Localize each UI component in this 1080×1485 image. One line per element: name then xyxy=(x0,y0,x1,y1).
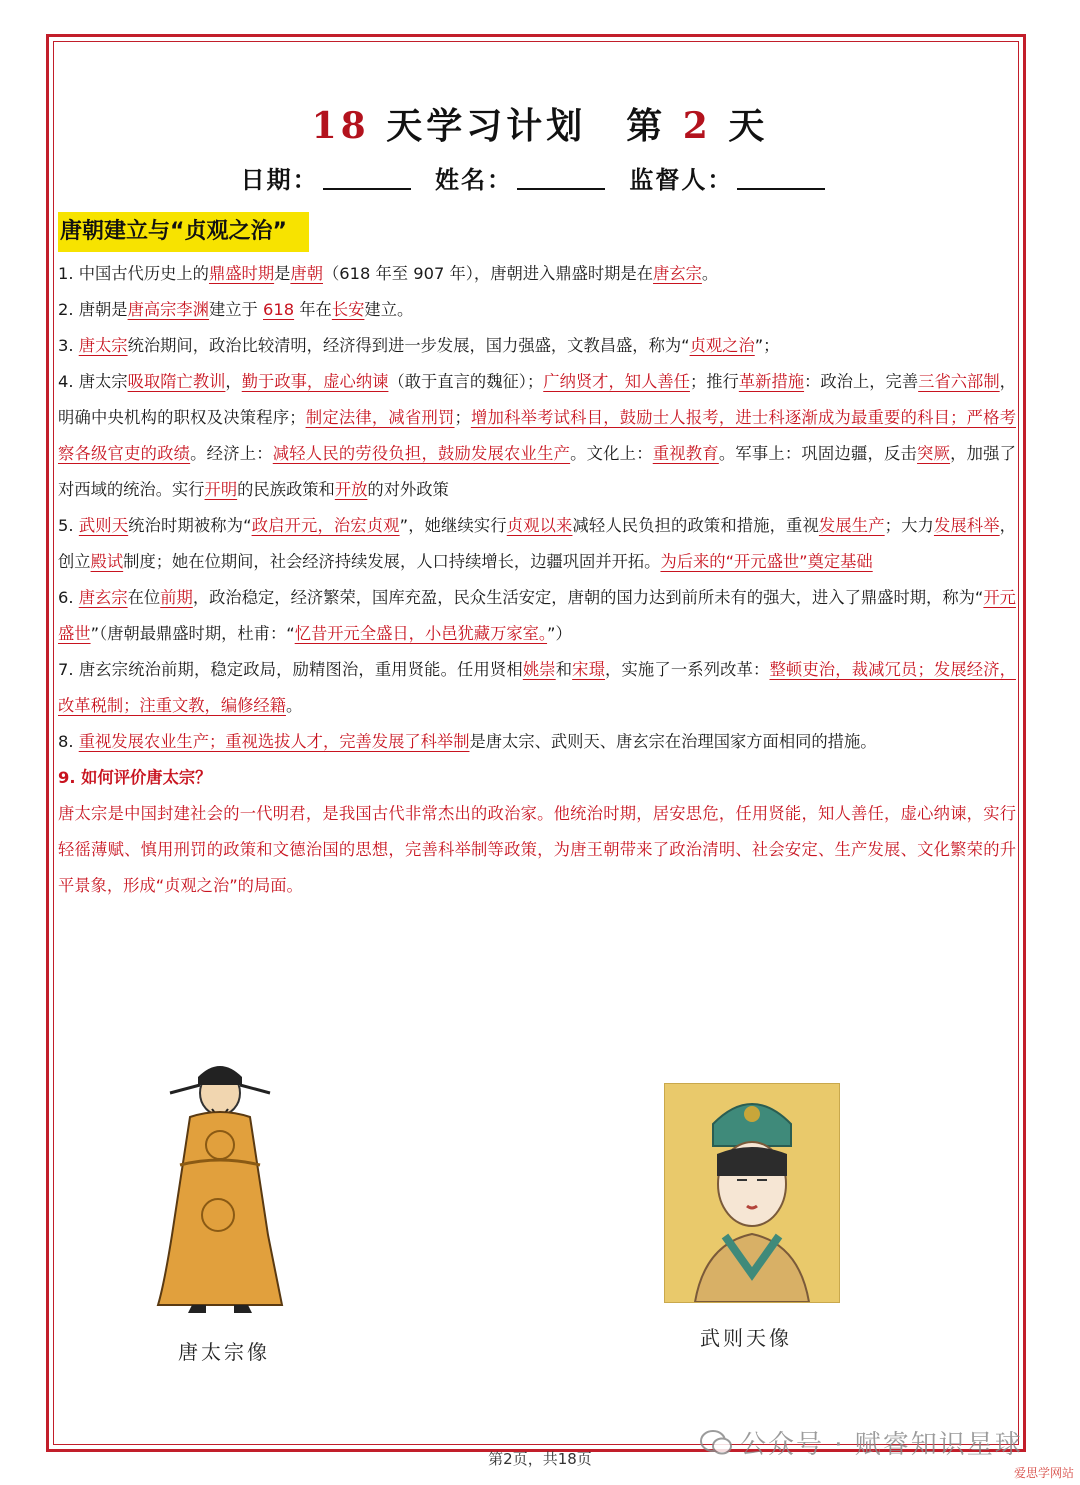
page-title xyxy=(0,98,1080,149)
title-day-suffix: 天 xyxy=(711,105,769,147)
point-5: 5. 武则天统治时期被称为“政启开元，治宏贞观”，她继续实行贞观以来减轻人民负担的政策和措施，重视发展生产；大力发展科举，创立殿试制度；她在位期间，社会经济持续发展，人口持续增长，边疆巩固并开拓。为后来的“开元盛世”奠定基础 xyxy=(58,516,1016,571)
point-3: 3. 唐太宗统治期间，政治比较清明，经济得到进一步发展，国力强盛，文教昌盛，称为“贞观之治”； xyxy=(58,336,780,355)
section-heading: 唐朝建立与“贞观之治” xyxy=(58,212,309,252)
point-7: 7. 唐玄宗统治前期，稳定政局，励精图治，重用贤能。任用贤相姚崇和宋璟，实施了一系列改革：整顿吏治，裁减冗员；发展经济，改革税制；注重文教，编修经籍。 xyxy=(58,660,1016,715)
point-6: 6. 唐玄宗在位前期，政治稳定，经济繁荣，国库充盈，民众生活安定，唐朝的国力达到前所未有的强大，进入了鼎盛时期，称为“开元盛世”（唐朝最鼎盛时期，杜甫：“忆昔开元全盛日，小邑犹藏万家室。”） xyxy=(58,588,1016,643)
caption-wu-zetian: 武则天像 xyxy=(700,1326,792,1350)
supervisor-blank[interactable] xyxy=(737,168,825,190)
name-label: 姓名： xyxy=(435,166,513,194)
title-plan-text: 天学习计划 xyxy=(369,105,587,147)
header-fields xyxy=(0,160,1080,195)
supervisor-label: 监督人： xyxy=(629,166,734,194)
page-number: 第2页，共18页 xyxy=(488,1450,592,1468)
site-tag: 爱思学网站 xyxy=(1013,1466,1074,1480)
point-1: 1. 中国古代历史上的鼎盛时期是唐朝（618 年至 907 年），唐朝进入鼎盛时期是在唐玄宗。 xyxy=(58,264,719,283)
date-blank[interactable] xyxy=(323,168,411,190)
caption-tang-taizong: 唐太宗像 xyxy=(178,1340,270,1364)
point-8: 8. 重视发展农业生产；重视选拔人才，完善发展了科举制是唐太宗、武则天、唐玄宗在治理国家方面相同的措施。 xyxy=(58,732,877,751)
content-body xyxy=(58,256,1016,904)
question-9: 9. 如何评价唐太宗？ xyxy=(58,768,212,787)
title-plan-days: 18 xyxy=(311,105,370,147)
point-4: 4. 唐太宗吸取隋亡教训，勤于政事，虚心纳谏（敢于直言的魏征）；广纳贤才，知人善任；推行革新措施：政治上，完善三省六部制，明确中央机构的职权及决策程序；制定法律，减省刑罚；增加科举考试科目，鼓励士人报考，进士科逐渐成为最重要的科目；严格考察各级官吏的政绩。经济上：减轻人民的劳役负担，鼓励发展农业生产。文化上：重视教育。军事上：巩固边疆，反击突厥，加强了对西域的统治。实行开明的民族政策和开放的对外政策 xyxy=(58,372,1016,499)
tang-taizong-portrait xyxy=(150,1055,290,1315)
point-2: 2. 唐朝是唐高宗李渊建立于 618 年在长安建立。 xyxy=(58,300,414,319)
title-day-label: 第 xyxy=(626,105,683,147)
name-blank[interactable] xyxy=(517,168,605,190)
answer-9: 唐太宗是中国封建社会的一代明君，是我国古代非常杰出的政治家。他统治时期，居安思危，任用贤能，知人善任，虚心纳谏，实行轻徭薄赋、慎用刑罚的政策和文德治国的思想，完善科举制等政策，为唐王朝带来了政治清明、社会安定、生产发展、文化繁荣的升平景象，形成“贞观之治”的局面。 xyxy=(58,804,1016,895)
wu-zetian-portrait xyxy=(664,1083,840,1303)
title-day-number: 2 xyxy=(682,105,712,147)
date-label: 日期： xyxy=(240,166,319,194)
watermark-text: 公众号 · 赋睿知识星球 xyxy=(740,1430,1023,1460)
